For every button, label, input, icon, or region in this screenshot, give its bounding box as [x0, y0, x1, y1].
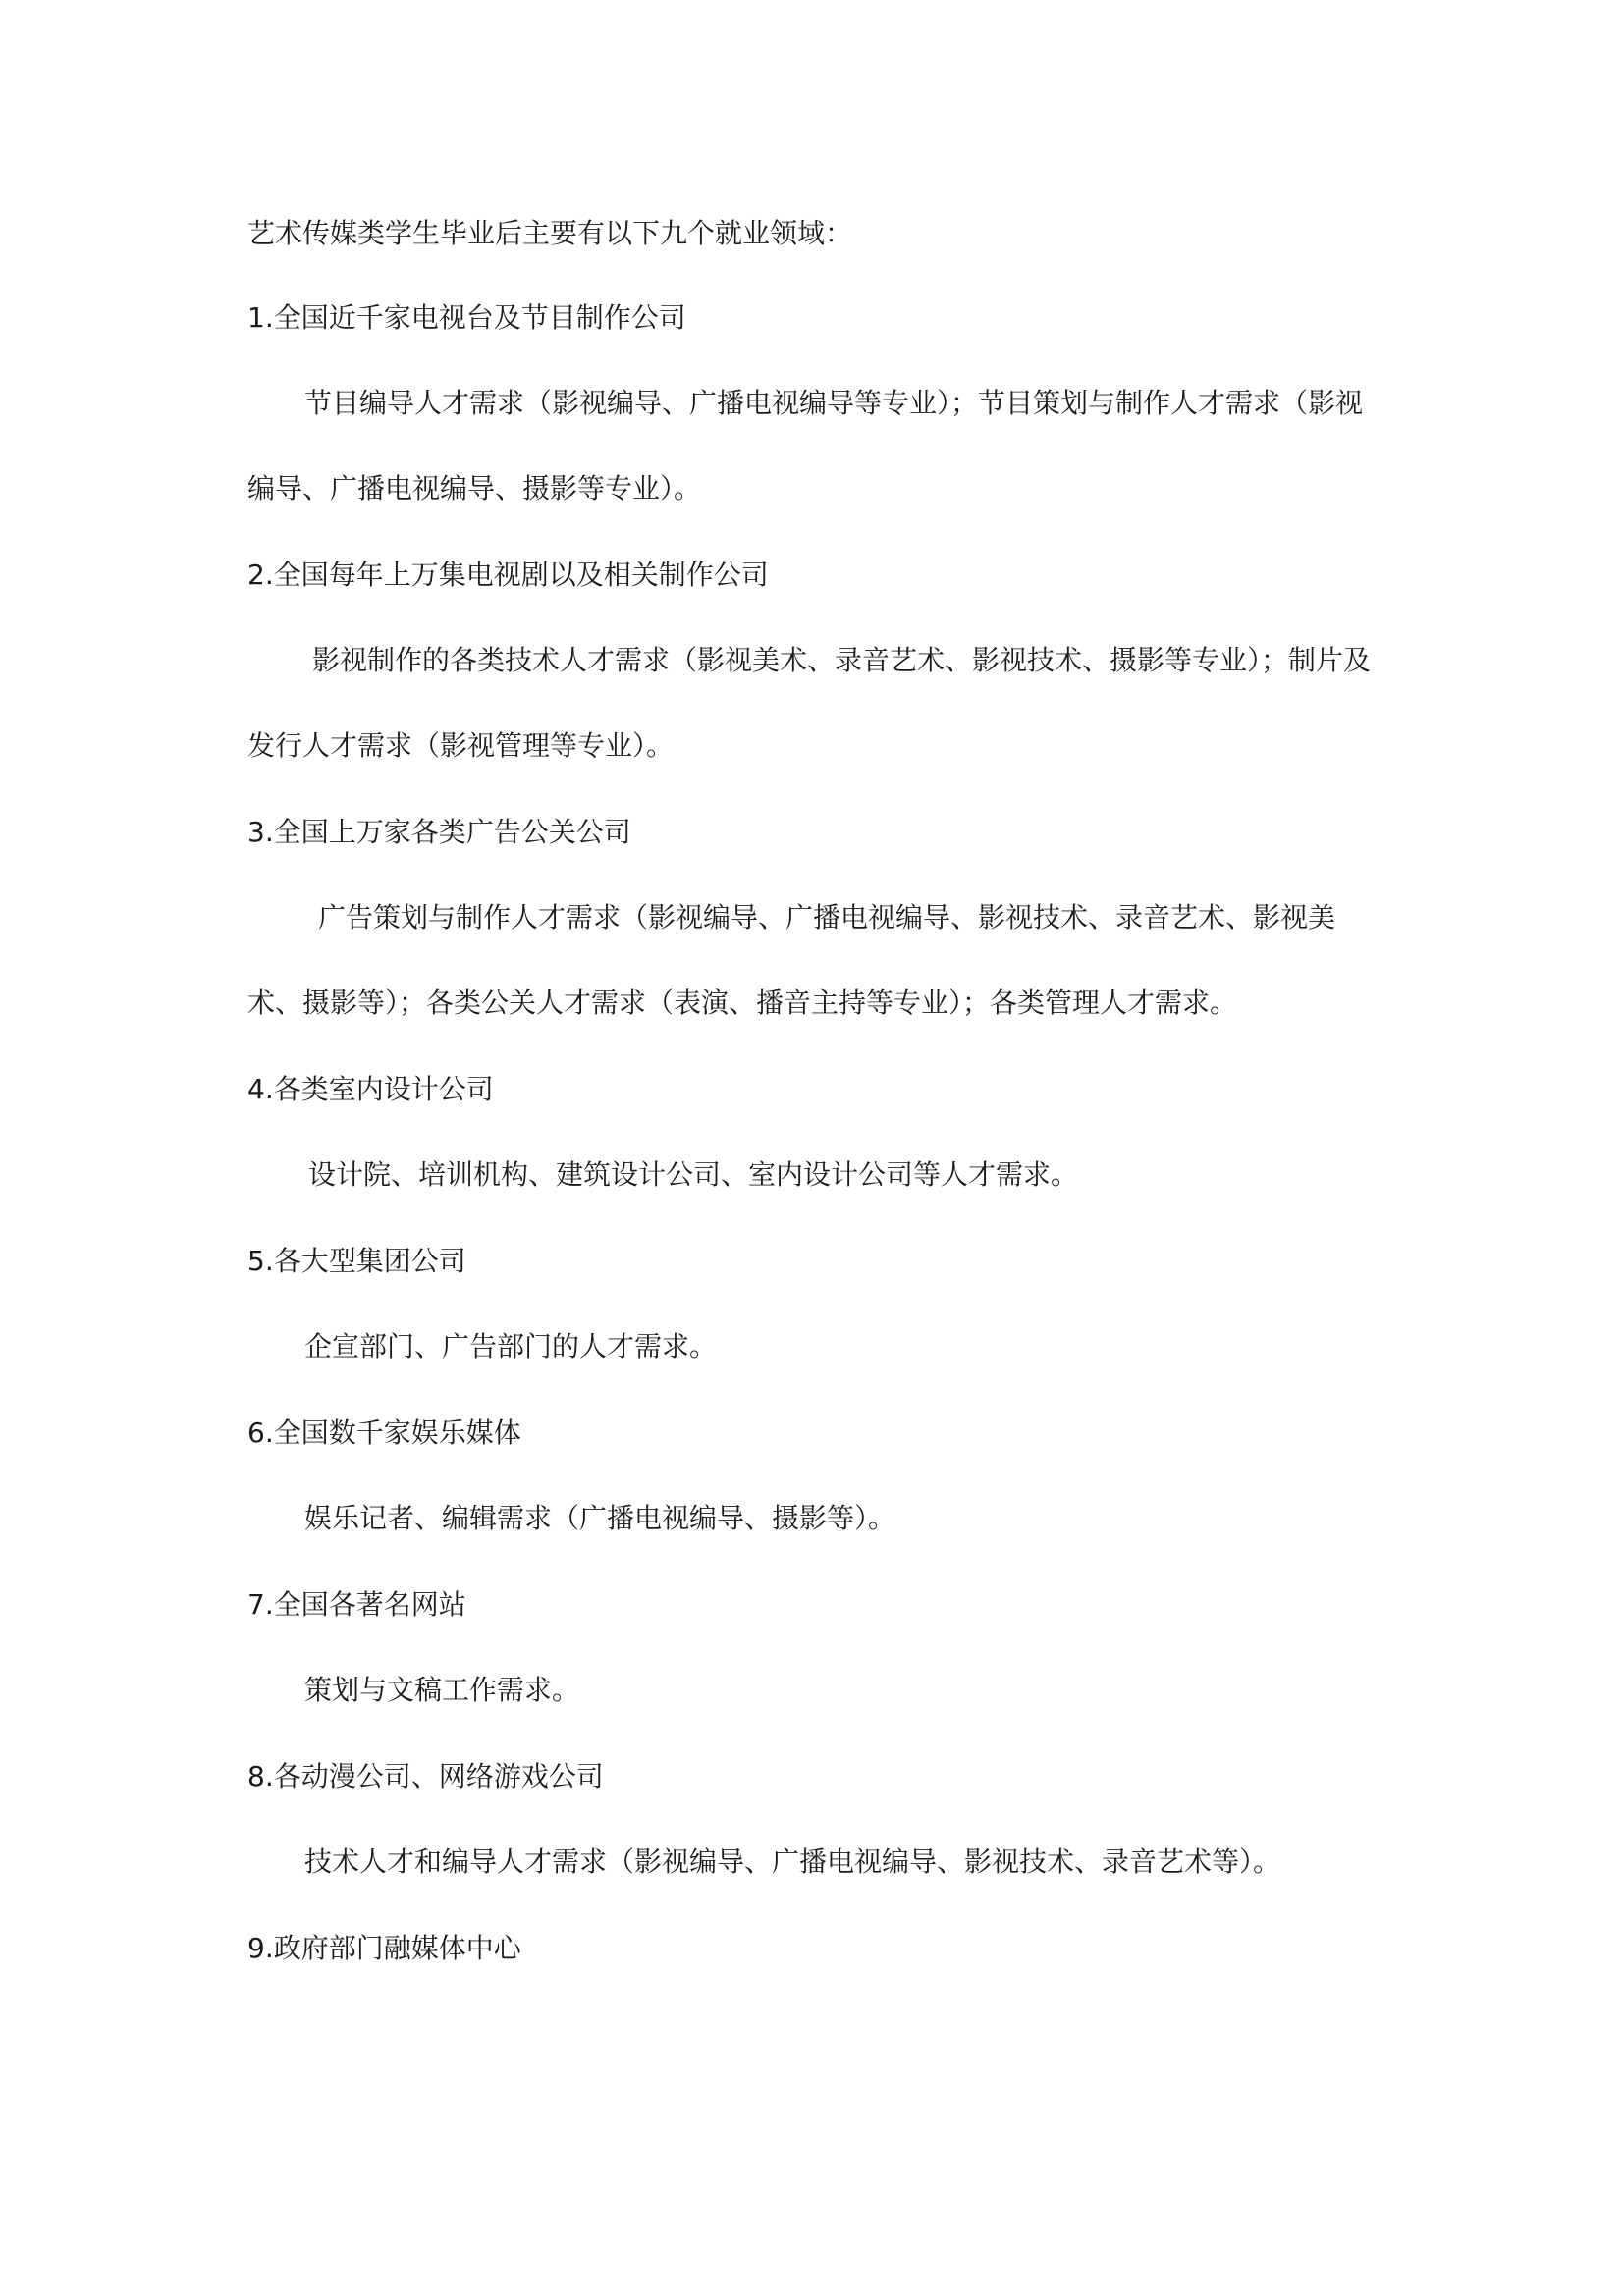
section-6: [247, 1417, 1386, 1561]
section-7: [247, 1589, 1386, 1733]
section-body: 技术人才和编导人才需求（影视编导、广播电视编导、影视技术、录音艺术等）。: [304, 1845, 1281, 1878]
section-2: [247, 560, 1386, 788]
section-heading: 3.全国上万家各类广告公关公司: [247, 816, 631, 848]
document-content: [247, 218, 1386, 2018]
section-heading: 1.全国近千家电视台及节目制作公司: [247, 301, 686, 334]
section-body: 设计院、培训机构、建筑设计公司、室内设计公司等人才需求。: [308, 1158, 1079, 1191]
section-1: [247, 302, 1386, 531]
section-body: 策划与文稿工作需求。: [304, 1674, 580, 1706]
section-heading: 6.全国数千家娱乐媒体: [247, 1416, 521, 1449]
section-heading: 4.各类室内设计公司: [247, 1073, 494, 1105]
section-body: 广告策划与制作人才需求（影视编导、广播电视编导、影视技术、录音艺术、影视美术、摄影等）；各类公关人才需求（表演、播音主持等专业）；各类管理人才需求。: [247, 901, 1336, 1019]
section-8: [247, 1761, 1386, 1904]
section-body: 节目编导人才需求（影视编导、广播电视编导等专业）；节目策划与制作人才需求（影视编导、广播电视编导、摄影等专业）。: [247, 387, 1364, 505]
section-body: 娱乐记者、编辑需求（广播电视编导、摄影等）。: [304, 1502, 896, 1534]
intro-paragraph: 艺术传媒类学生毕业后主要有以下九个就业领域：: [247, 217, 853, 249]
section-body: 影视制作的各类技术人才需求（影视美术、录音艺术、影视技术、摄影等专业）；制片及发行人才需求（影视管理等专业）。: [247, 644, 1372, 762]
section-heading: 8.各动漫公司、网络游戏公司: [247, 1760, 604, 1792]
section-5: [247, 1246, 1386, 1389]
section-heading: 5.各大型集团公司: [247, 1245, 466, 1277]
section-3: [247, 817, 1386, 1045]
section-9: [247, 1933, 1386, 1964]
section-body: 企宣部门、广告部门的人才需求。: [304, 1330, 718, 1362]
section-4: [247, 1074, 1386, 1217]
section-heading: 7.全国各著名网站: [247, 1588, 466, 1621]
section-heading: 9.政府部门融媒体中心: [247, 1932, 521, 1964]
section-heading: 2.全国每年上万集电视剧以及相关制作公司: [247, 559, 769, 591]
